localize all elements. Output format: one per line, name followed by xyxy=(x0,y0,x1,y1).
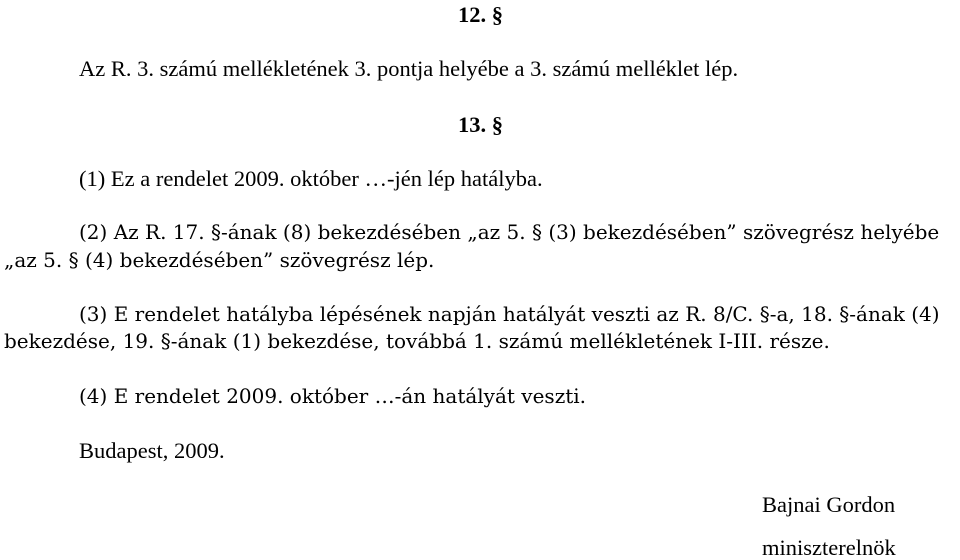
section-12-heading: 12. § xyxy=(458,2,503,27)
signatory-name: Bajnai Gordon xyxy=(762,492,896,517)
section-13-paragraph-3-line-1: (3) E rendelet hatályba lépésének napján hatályát veszti az R. 8/C. §-a, 18. §-ának (4) xyxy=(79,302,940,326)
section-13-paragraph-4: (4) E rendelet 2009. október …-án hatályát veszti. xyxy=(79,384,587,408)
section-13-heading: 13. § xyxy=(458,112,503,137)
section-13-paragraph-2-line-1: (2) Az R. 17. §-ának (8) bekezdésében „az 5. § (3) bekezdésében” szövegrész helyébe xyxy=(79,220,940,244)
section-12-text: Az R. 3. számú mellékletének 3. pontja helyébe a 3. számú melléklet lép. xyxy=(79,56,739,81)
signatory-title: miniszterelnök xyxy=(762,535,896,560)
section-13-paragraph-3-line-2: bekezdése, 19. §-ának (1) bekezdése, továbbá 1. számú mellékletének I-III. része. xyxy=(4,329,830,353)
place-and-date: Budapest, 2009. xyxy=(79,438,225,463)
section-13-paragraph-2-line-2: „az 5. § (4) bekezdésében” szövegrész lép. xyxy=(4,248,435,272)
section-13-paragraph-1: (1) Ez a rendelet 2009. október …-jén lép hatályba. xyxy=(79,166,543,191)
